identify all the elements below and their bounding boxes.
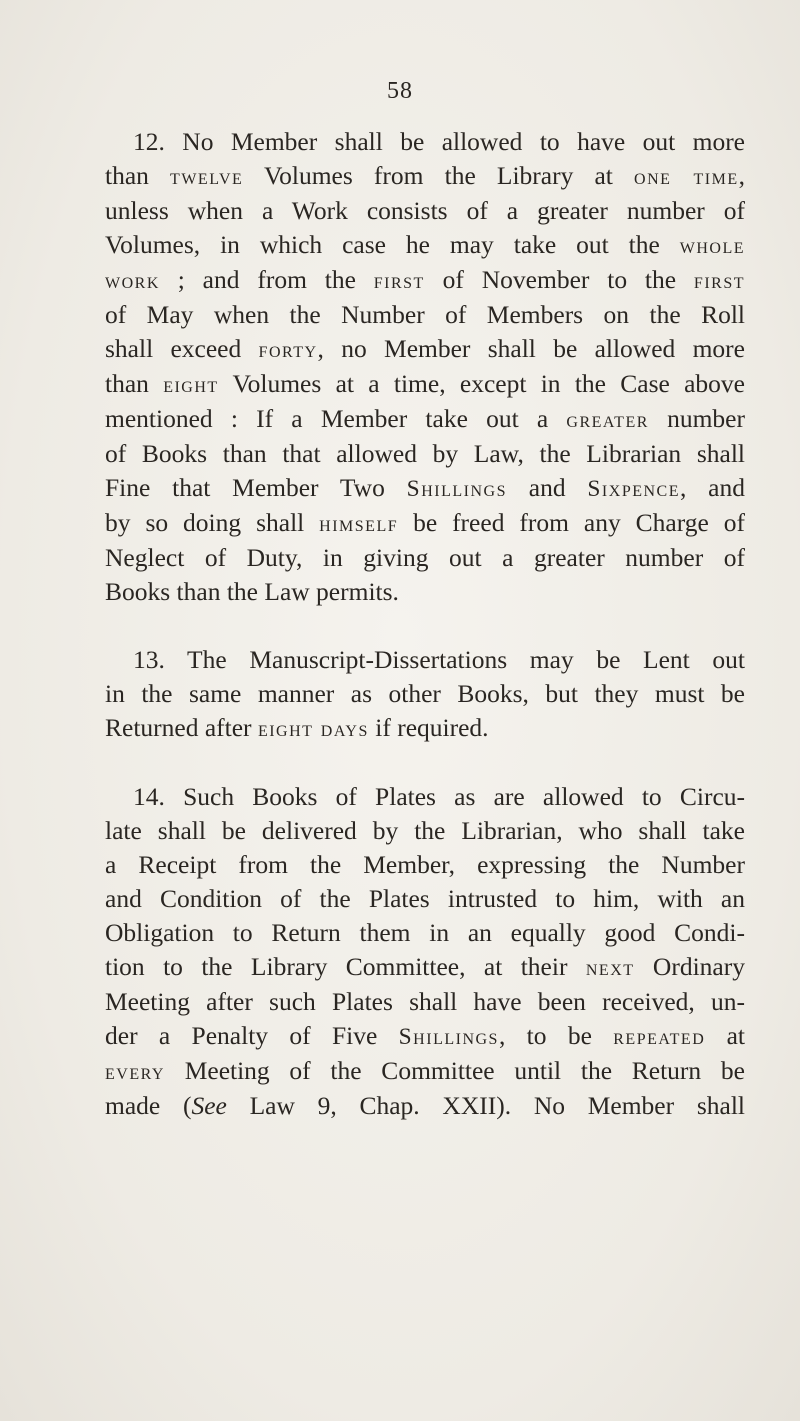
text-run: made ( <box>105 1091 192 1120</box>
text-line <box>105 471 745 506</box>
page-number: 58 <box>387 78 413 104</box>
text-line <box>105 916 745 950</box>
text-run: a Receipt from the Member, expressing the Number <box>105 850 745 879</box>
text-run: , to be <box>498 1021 614 1050</box>
text-run: Obligation to Return them in an equally good Condi- <box>105 918 745 947</box>
small-caps-text: repeated <box>613 1024 706 1050</box>
text-line <box>105 814 745 848</box>
text-line <box>105 263 745 298</box>
small-caps-text: first <box>693 268 745 294</box>
text-run: See <box>191 1091 227 1120</box>
text-run: tion to the Library Committee, at their <box>105 952 586 981</box>
text-run: at <box>705 1021 745 1050</box>
paragraph-gap <box>105 609 745 643</box>
text-run: than <box>105 369 164 398</box>
text-line <box>105 125 745 159</box>
text-run: der a Penalty of Five <box>105 1021 399 1050</box>
text-line <box>105 1054 745 1089</box>
text-run: shall exceed <box>105 334 259 363</box>
text-line <box>105 1089 745 1123</box>
text-line <box>105 985 745 1019</box>
text-line <box>105 437 745 471</box>
small-caps-text: himself <box>319 511 399 537</box>
text-run: of May when the Number of Members on the Roll <box>105 300 745 329</box>
text-run: Returned after <box>105 713 258 742</box>
text-line <box>105 298 745 332</box>
text-run: , no Member shall be allowed more <box>317 334 745 363</box>
text-run: , <box>738 161 746 190</box>
text-run: in the same manner as other Books, but they must be <box>105 679 745 708</box>
small-caps-text: next <box>585 955 635 981</box>
small-caps-text: Shillings <box>406 476 507 502</box>
text-run: Meeting after such Plates shall have been received, un- <box>105 987 745 1016</box>
small-caps-text: every <box>105 1059 165 1085</box>
text-line <box>105 677 745 711</box>
text-line <box>105 541 745 575</box>
text-run: 13. The Manuscript-Dissertations may be Lent out <box>133 645 745 674</box>
small-caps-text: whole <box>679 233 745 259</box>
text-run: 12. No Member shall be allowed to have out more <box>133 127 745 156</box>
text-run: Fine that Member Two <box>105 473 407 502</box>
text-run: by so doing shall <box>105 508 320 537</box>
text-line <box>105 228 745 263</box>
text-line <box>105 950 745 985</box>
text-run: mentioned : If a Member take out a <box>105 404 567 433</box>
small-caps-text: work <box>105 268 160 294</box>
text-run: Meeting of the Committee until the Return be <box>164 1056 745 1085</box>
text-run: number <box>648 404 745 433</box>
small-caps-text: Shillings <box>398 1024 499 1050</box>
text-run: of Books than that allowed by Law, the Librarian shall <box>105 439 745 468</box>
text-run: of November to the <box>424 265 694 294</box>
text-run: Books than the Law permits. <box>105 577 399 606</box>
text-run: be freed from any Charge of <box>398 508 745 537</box>
text-line <box>105 1019 745 1054</box>
text-line <box>105 159 745 194</box>
small-caps-text: eight days <box>257 716 369 742</box>
text-run: 14. Such Books of Plates as are allowed to Circu- <box>133 782 745 811</box>
text-line <box>105 194 745 228</box>
text-run: unless when a Work consists of a greater number of <box>105 196 745 225</box>
text-run: ; and from the <box>159 265 374 294</box>
text-line <box>105 780 745 814</box>
text-run: Neglect of Duty, in giving out a greater number of <box>105 543 745 572</box>
text-run: than <box>105 161 171 190</box>
paragraph-gap <box>105 746 745 780</box>
small-caps-text: greater <box>566 407 649 433</box>
small-caps-text: eight <box>163 372 219 398</box>
text-line <box>105 848 745 882</box>
text-run: and Condition of the Plates intrusted to him, with an <box>105 884 745 913</box>
paragraph-2 <box>105 643 745 746</box>
text-line <box>105 402 745 437</box>
small-caps-text: first <box>373 268 425 294</box>
text-run: Volumes, in which case he may take out the <box>105 230 680 259</box>
text-line <box>105 506 745 541</box>
paragraph-1 <box>105 125 745 609</box>
small-caps-text: twelve <box>170 164 244 190</box>
text-run: Law 9, Chap. XXII). No Member shall <box>226 1091 746 1120</box>
paragraph-3 <box>105 780 745 1123</box>
text-line <box>105 882 745 916</box>
text-run: late shall be delivered by the Librarian, who shall take <box>105 816 745 845</box>
text-run: Volumes at a time, except in the Case above <box>218 369 746 398</box>
small-caps-text: forty <box>258 337 318 363</box>
text-line <box>105 643 745 677</box>
text-run: Ordinary <box>634 952 745 981</box>
body-text <box>105 125 745 1123</box>
text-line <box>105 367 745 402</box>
small-caps-text: Sixpence <box>587 476 680 502</box>
text-run: if required. <box>368 713 489 742</box>
text-run: and <box>506 473 588 502</box>
text-run: Volumes from the Library at <box>243 161 635 190</box>
text-line <box>105 711 745 746</box>
text-run: , and <box>680 473 745 502</box>
text-line <box>105 575 745 609</box>
text-line <box>105 332 745 367</box>
small-caps-text: one time <box>634 164 739 190</box>
